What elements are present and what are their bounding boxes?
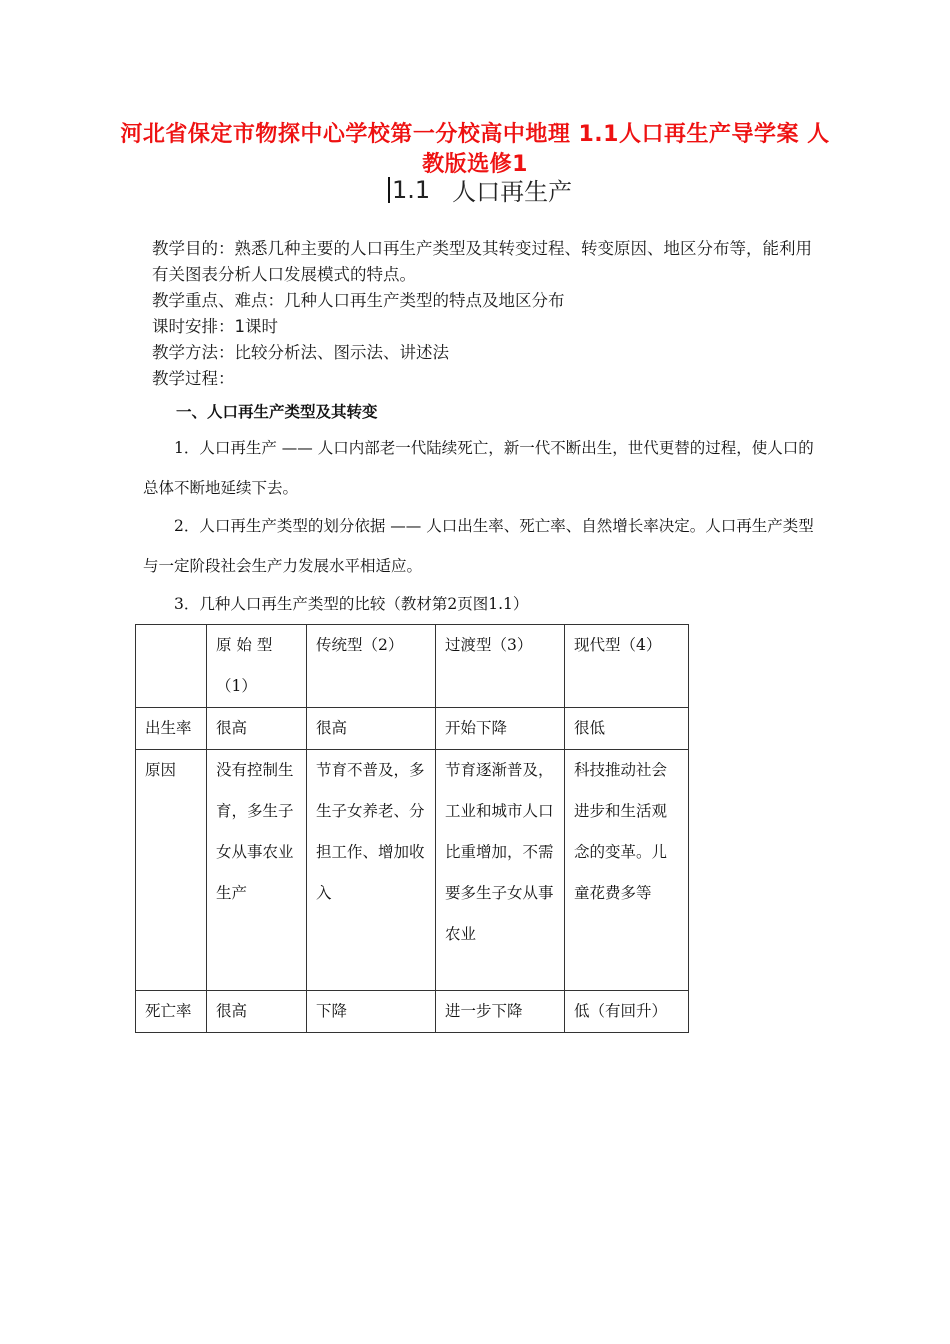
table-cell: 开始下降 (436, 708, 565, 750)
teaching-method: 教学方法：比较分析法、图示法、讲述法 (152, 343, 449, 362)
table-cell: 科技推动社会进步和生活观念的变革。儿童花费多等 (565, 750, 689, 991)
class-schedule: 课时安排：1课时 (152, 317, 278, 336)
header-cell (136, 625, 207, 708)
section-number: 1.1 (392, 175, 431, 204)
page-title: 河北省保定市物探中心学校第一分校高中地理 1.1人口再生产导学案 人教版选修1 (120, 122, 830, 177)
table-cell: 节育不普及，多生子女养老、分担工作、增加收入 (307, 750, 436, 991)
content-heading: 一、人口再生产类型及其转变 (176, 403, 378, 421)
section-title: 人口再生产 (452, 178, 573, 206)
table-cell: 没有控制生育，多生子女从事农业生产 (207, 750, 307, 991)
table-cell: 很高 (207, 708, 307, 750)
text-cursor (388, 177, 390, 203)
header-cell: 现代型（4） (565, 625, 689, 708)
table-row (136, 750, 689, 991)
table-cell: 下降 (307, 991, 436, 1033)
table-cell: 低（有回升） (565, 991, 689, 1033)
table-cell: 很高 (207, 991, 307, 1033)
teaching-process: 教学过程： (152, 369, 235, 388)
table-header-row (136, 625, 689, 708)
table-cell: 很高 (307, 708, 436, 750)
paragraph-1: 1．人口再生产 —— 人口内部老一代陆续死亡，新一代不断出生，世代更替的过程，使人口的总体不断地延续下去。 (143, 439, 814, 497)
teaching-focus: 教学重点、难点：几种人口再生产类型的特点及地区分布 (152, 291, 565, 310)
teaching-goal: 教学目的：熟悉几种主要的人口再生产类型及其转变过程、转变原因、地区分布等，能利用有关图表分析人口发展模式的特点。 (152, 239, 812, 284)
paragraph-2: 2．人口再生产类型的划分依据 —— 人口出生率、死亡率、自然增长率决定。人口再生产类型与一定阶段社会生产力发展水平相适应。 (143, 517, 814, 575)
comparison-table (135, 624, 689, 1033)
table-cell: 进一步下降 (436, 991, 565, 1033)
table-cell: 节育逐渐普及，工业和城市人口比重增加，不需要多生子女从事农业 (436, 750, 565, 991)
row-label: 出生率 (136, 708, 207, 750)
row-label: 原因 (136, 750, 207, 991)
table-row (136, 991, 689, 1033)
header-cell: 传统型（2） (307, 625, 436, 708)
row-label: 死亡率 (136, 991, 207, 1033)
header-cell: 过渡型（3） (436, 625, 565, 708)
table-row (136, 708, 689, 750)
section-heading (388, 172, 572, 207)
table-cell: 很低 (565, 708, 689, 750)
paragraph-3: 3．几种人口再生产类型的比较（教材第2页图1.1） (174, 595, 529, 613)
header-cell: 原 始 型（1） (207, 625, 307, 708)
teaching-meta (152, 236, 812, 392)
